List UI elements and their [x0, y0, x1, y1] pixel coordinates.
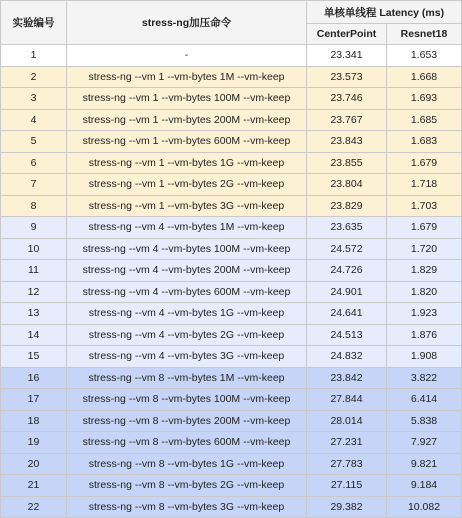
cell-centerpoint-latency: 23.855 — [307, 152, 387, 174]
table-row — [1, 131, 462, 153]
header-experiment-id: 实验编号 — [1, 1, 67, 45]
table-row — [1, 281, 462, 303]
cell-centerpoint-latency: 23.767 — [307, 109, 387, 131]
table-row — [1, 109, 462, 131]
cell-centerpoint-latency: 23.341 — [307, 45, 387, 67]
cell-stress-command: stress-ng --vm 4 --vm-bytes 1G --vm-keep — [67, 303, 307, 325]
table-row — [1, 174, 462, 196]
cell-experiment-id: 3 — [1, 88, 67, 110]
cell-resnet18-latency: 1.679 — [387, 217, 462, 239]
header-latency-group: 单核单线程 Latency (ms) — [307, 1, 462, 24]
cell-resnet18-latency: 9.821 — [387, 453, 462, 475]
cell-experiment-id: 11 — [1, 260, 67, 282]
cell-resnet18-latency: 1.693 — [387, 88, 462, 110]
cell-experiment-id: 21 — [1, 475, 67, 497]
cell-experiment-id: 4 — [1, 109, 67, 131]
cell-experiment-id: 15 — [1, 346, 67, 368]
cell-experiment-id: 2 — [1, 66, 67, 88]
cell-stress-command: stress-ng --vm 4 --vm-bytes 1M --vm-keep — [67, 217, 307, 239]
table-row — [1, 475, 462, 497]
table-row — [1, 88, 462, 110]
cell-stress-command: stress-ng --vm 1 --vm-bytes 200M --vm-keep — [67, 109, 307, 131]
cell-centerpoint-latency: 29.382 — [307, 496, 387, 518]
cell-stress-command: stress-ng --vm 4 --vm-bytes 200M --vm-keep — [67, 260, 307, 282]
table-body — [1, 45, 462, 518]
header-stress-command: stress-ng加压命令 — [67, 1, 307, 45]
cell-stress-command: stress-ng --vm 1 --vm-bytes 1M --vm-keep — [67, 66, 307, 88]
cell-resnet18-latency: 7.927 — [387, 432, 462, 454]
cell-experiment-id: 12 — [1, 281, 67, 303]
cell-resnet18-latency: 1.829 — [387, 260, 462, 282]
cell-centerpoint-latency: 24.641 — [307, 303, 387, 325]
cell-experiment-id: 20 — [1, 453, 67, 475]
cell-stress-command: stress-ng --vm 4 --vm-bytes 100M --vm-keep — [67, 238, 307, 260]
cell-stress-command: stress-ng --vm 1 --vm-bytes 100M --vm-keep — [67, 88, 307, 110]
cell-experiment-id: 17 — [1, 389, 67, 411]
cell-experiment-id: 13 — [1, 303, 67, 325]
cell-centerpoint-latency: 27.783 — [307, 453, 387, 475]
cell-centerpoint-latency: 24.901 — [307, 281, 387, 303]
cell-centerpoint-latency: 27.231 — [307, 432, 387, 454]
cell-centerpoint-latency: 28.014 — [307, 410, 387, 432]
cell-experiment-id: 10 — [1, 238, 67, 260]
cell-resnet18-latency: 1.908 — [387, 346, 462, 368]
cell-resnet18-latency: 1.668 — [387, 66, 462, 88]
cell-resnet18-latency: 1.720 — [387, 238, 462, 260]
table-row — [1, 217, 462, 239]
cell-experiment-id: 14 — [1, 324, 67, 346]
cell-experiment-id: 9 — [1, 217, 67, 239]
cell-centerpoint-latency: 23.573 — [307, 66, 387, 88]
cell-stress-command: stress-ng --vm 8 --vm-bytes 200M --vm-keep — [67, 410, 307, 432]
table-row — [1, 324, 462, 346]
cell-stress-command: stress-ng --vm 1 --vm-bytes 3G --vm-keep — [67, 195, 307, 217]
cell-experiment-id: 16 — [1, 367, 67, 389]
cell-resnet18-latency: 1.683 — [387, 131, 462, 153]
table-row — [1, 346, 462, 368]
table-row — [1, 238, 462, 260]
header-row-top — [1, 1, 462, 24]
cell-stress-command: stress-ng --vm 4 --vm-bytes 2G --vm-keep — [67, 324, 307, 346]
table-row — [1, 66, 462, 88]
cell-centerpoint-latency: 24.572 — [307, 238, 387, 260]
cell-experiment-id: 8 — [1, 195, 67, 217]
header-centerpoint: CenterPoint — [307, 24, 387, 45]
cell-experiment-id: 19 — [1, 432, 67, 454]
cell-centerpoint-latency: 24.726 — [307, 260, 387, 282]
table-row — [1, 303, 462, 325]
cell-centerpoint-latency: 27.844 — [307, 389, 387, 411]
cell-centerpoint-latency: 23.804 — [307, 174, 387, 196]
table-row — [1, 367, 462, 389]
cell-stress-command: stress-ng --vm 1 --vm-bytes 600M --vm-keep — [67, 131, 307, 153]
cell-stress-command: stress-ng --vm 8 --vm-bytes 3G --vm-keep — [67, 496, 307, 518]
cell-centerpoint-latency: 24.832 — [307, 346, 387, 368]
cell-experiment-id: 7 — [1, 174, 67, 196]
table-row — [1, 410, 462, 432]
cell-resnet18-latency: 1.718 — [387, 174, 462, 196]
cell-centerpoint-latency: 23.843 — [307, 131, 387, 153]
cell-stress-command: stress-ng --vm 8 --vm-bytes 2G --vm-keep — [67, 475, 307, 497]
cell-stress-command: stress-ng --vm 8 --vm-bytes 1G --vm-keep — [67, 453, 307, 475]
cell-stress-command: stress-ng --vm 8 --vm-bytes 600M --vm-keep — [67, 432, 307, 454]
table-row — [1, 432, 462, 454]
cell-stress-command: stress-ng --vm 1 --vm-bytes 1G --vm-keep — [67, 152, 307, 174]
table-row — [1, 453, 462, 475]
cell-experiment-id: 18 — [1, 410, 67, 432]
table-row — [1, 389, 462, 411]
cell-resnet18-latency: 1.653 — [387, 45, 462, 67]
cell-stress-command: - — [67, 45, 307, 67]
cell-experiment-id: 1 — [1, 45, 67, 67]
cell-resnet18-latency: 5.838 — [387, 410, 462, 432]
cell-centerpoint-latency: 23.829 — [307, 195, 387, 217]
table-header — [1, 1, 462, 45]
cell-resnet18-latency: 1.923 — [387, 303, 462, 325]
cell-stress-command: stress-ng --vm 4 --vm-bytes 3G --vm-keep — [67, 346, 307, 368]
cell-resnet18-latency: 1.685 — [387, 109, 462, 131]
cell-stress-command: stress-ng --vm 1 --vm-bytes 2G --vm-keep — [67, 174, 307, 196]
cell-experiment-id: 22 — [1, 496, 67, 518]
table-row — [1, 195, 462, 217]
table-row — [1, 152, 462, 174]
cell-centerpoint-latency: 23.842 — [307, 367, 387, 389]
cell-centerpoint-latency: 23.635 — [307, 217, 387, 239]
table-row — [1, 260, 462, 282]
header-resnet18: Resnet18 — [387, 24, 462, 45]
cell-resnet18-latency: 1.679 — [387, 152, 462, 174]
cell-centerpoint-latency: 27.115 — [307, 475, 387, 497]
cell-centerpoint-latency: 24.513 — [307, 324, 387, 346]
cell-resnet18-latency: 1.703 — [387, 195, 462, 217]
cell-experiment-id: 6 — [1, 152, 67, 174]
cell-resnet18-latency: 10.082 — [387, 496, 462, 518]
cell-centerpoint-latency: 23.746 — [307, 88, 387, 110]
table-row — [1, 496, 462, 518]
cell-resnet18-latency: 9.184 — [387, 475, 462, 497]
cell-resnet18-latency: 1.876 — [387, 324, 462, 346]
cell-experiment-id: 5 — [1, 131, 67, 153]
cell-stress-command: stress-ng --vm 8 --vm-bytes 1M --vm-keep — [67, 367, 307, 389]
table-row — [1, 45, 462, 67]
cell-stress-command: stress-ng --vm 4 --vm-bytes 600M --vm-keep — [67, 281, 307, 303]
cell-resnet18-latency: 3.822 — [387, 367, 462, 389]
cell-resnet18-latency: 1.820 — [387, 281, 462, 303]
cell-resnet18-latency: 6.414 — [387, 389, 462, 411]
cell-stress-command: stress-ng --vm 8 --vm-bytes 100M --vm-keep — [67, 389, 307, 411]
